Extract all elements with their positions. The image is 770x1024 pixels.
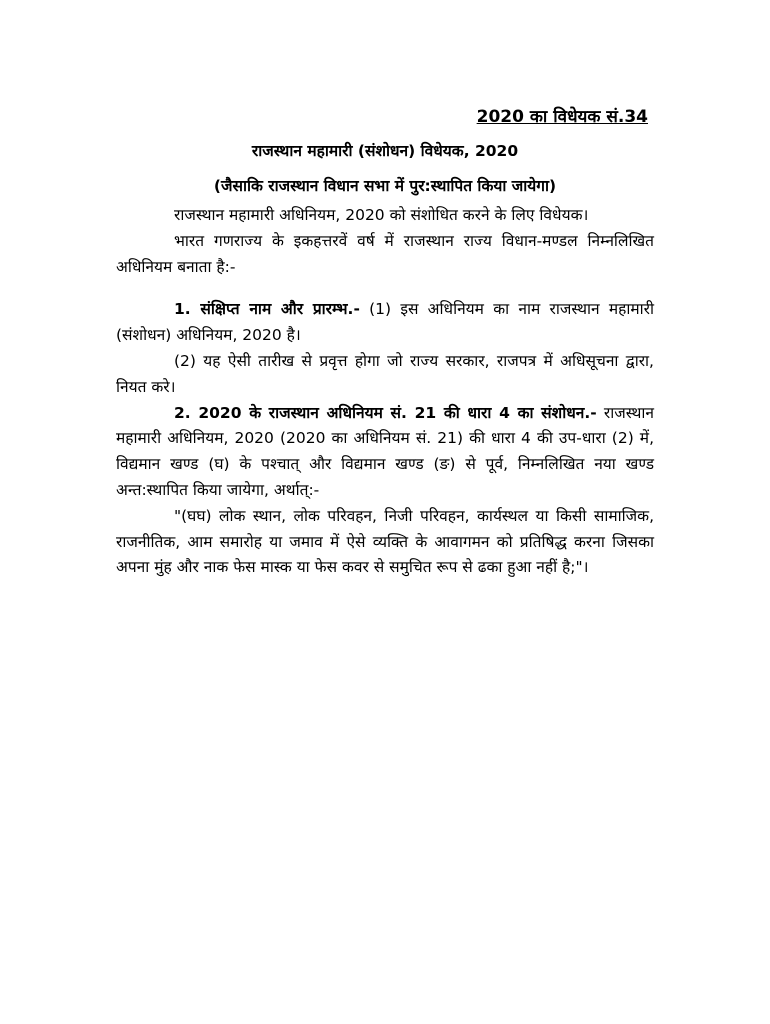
preamble-purpose: राजस्थान महामारी अधिनियम, 2020 को संशोधित करने के लिए विधेयक। (174, 206, 589, 224)
preamble-enactment: भारत गणराज्य के इकहत्तरवें वर्ष में राजस्थान राज्य विधान-मण्डल निम्नलिखित अधिनियम बनाता है:- (116, 231, 654, 276)
section-2 (116, 401, 654, 504)
section-1-heading: 1. संक्षिप्त नाम और प्रारम्भ.- (174, 300, 360, 319)
section-1-text: (1) इस अधिनियम का नाम राजस्थान महामारी (संशोधन) अधिनियम, 2020 है। (116, 300, 654, 345)
section-1 (116, 297, 654, 349)
bill-number: 2020 का विधेयक सं.34 (476, 107, 648, 127)
section-1-subclause-2: (2) यह ऐसी तारीख से प्रवृत्त होगा जो राज्य सरकार, राजपत्र में अधिसूचना द्वारा, नियत करे। (116, 351, 654, 396)
bill-subtitle: (जैसाकि राजस्थान विधान सभा में पुर:स्थापित किया जायेगा) (213, 177, 557, 195)
section-2-heading: 2. 2020 के राजस्थान अधिनियम सं. 21 की धारा 4 का संशोधन.- (174, 403, 597, 422)
document-body (116, 203, 654, 581)
inserted-clause-ghagha: "(घघ) लोक स्थान, लोक परिवहन, निजी परिवहन, कार्यस्थल या किसी सामाजिक, राजनीतिक, आम समारोह या जमाव में ऐसे व्यक्ति के आवागमन को प्रतिषिद्ध करना जिसका अपना मुंह और नाक फेस मास्क या फेस कवर से समुचित रूप से ढका हुआ नहीं है;"। (116, 506, 654, 577)
bill-title: राजस्थान महामारी (संशोधन) विधेयक, 2020 (251, 142, 519, 160)
section-2-text: राजस्थान महामारी अधिनियम, 2020 (2020 का अधिनियम सं. 21) की धारा 4 की उप-धारा (2) में, विद्यमान खण्ड (घ) के पश्चात् और विद्यमान खण्ड (ङ) से पूर्व, निम्नलिखित नया खण्ड अन्त:स्थापित किया जायेगा, अर्थात्:- (116, 403, 654, 499)
